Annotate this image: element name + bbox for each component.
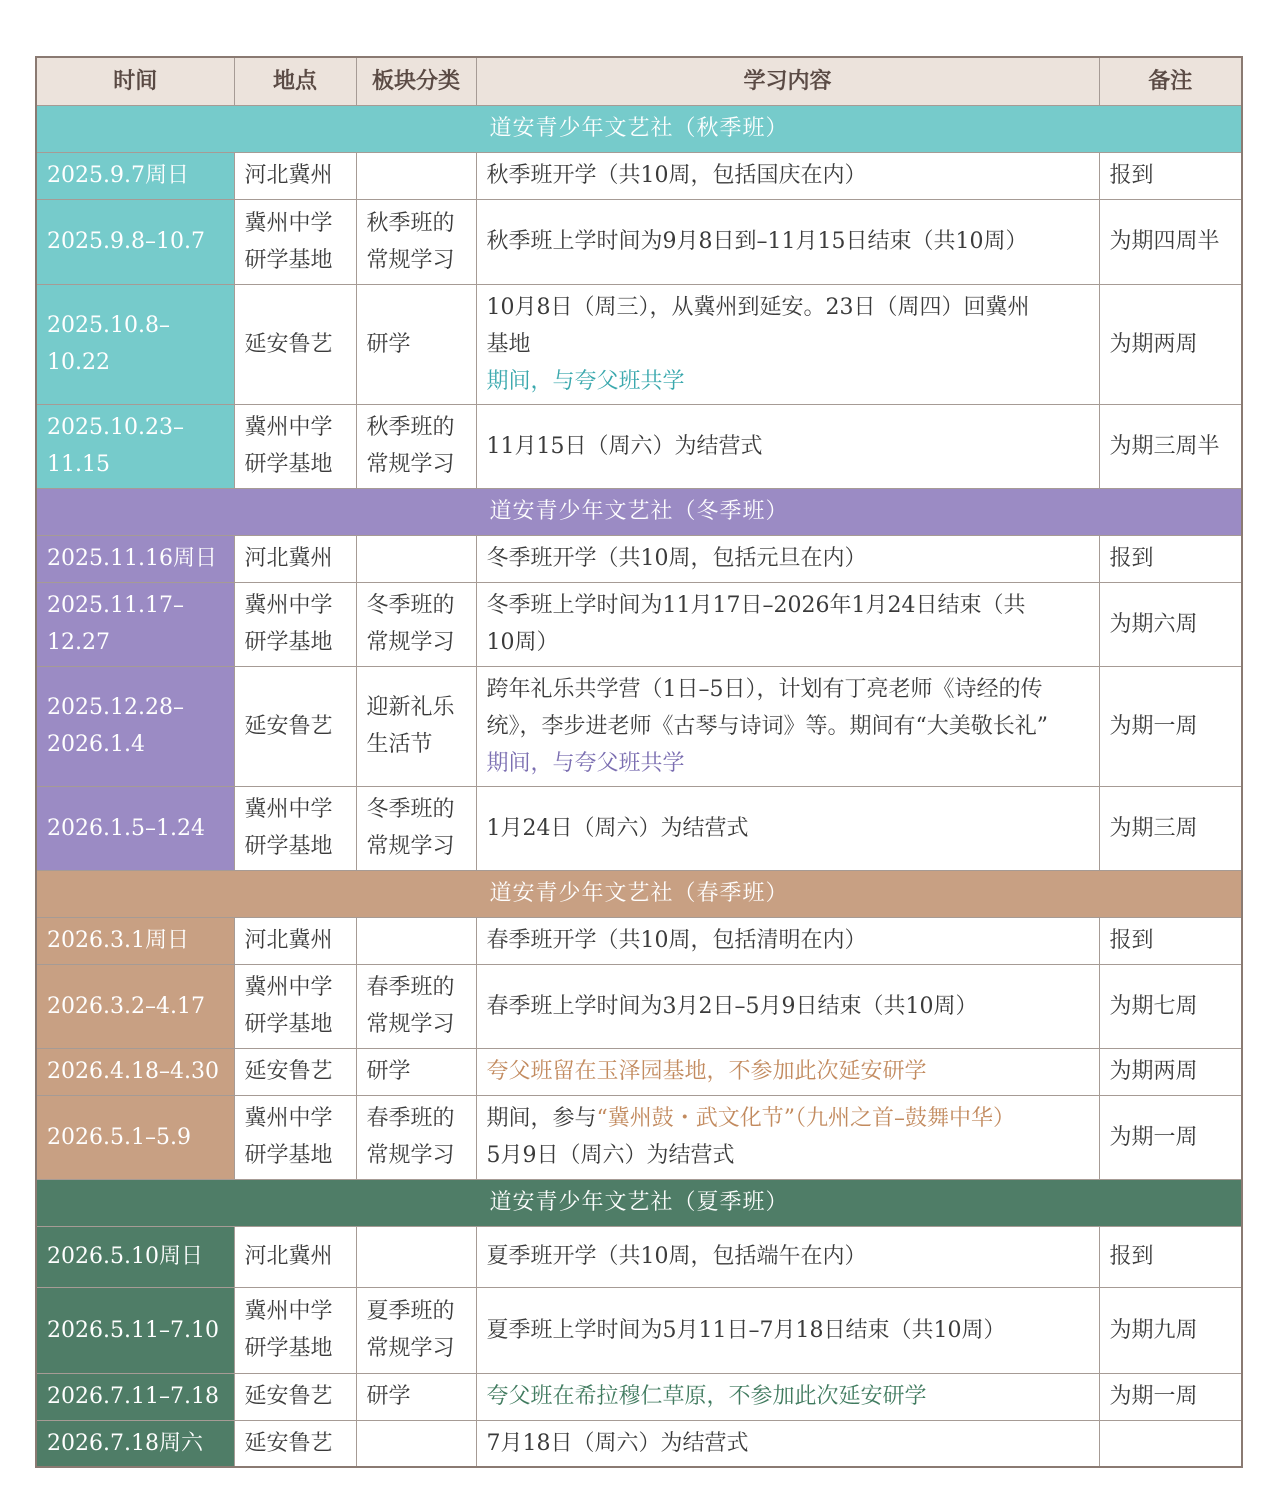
category-cell [356,199,476,284]
content-highlight: “冀州鼓・武文化节”（九州之首–鼓舞中华） [596,1106,1016,1131]
note-cell: 为期三周 [1099,786,1242,870]
category-cell [356,964,476,1048]
note-cell [1099,1420,1242,1467]
content-cell [476,535,1099,582]
place-line: 冀州中学 [244,210,333,236]
category-line: 春季班的 [366,1106,455,1131]
place-line: 研学基地 [244,1143,333,1168]
place-line: 冀州中学 [244,1299,333,1324]
place-line: 冀州中学 [244,975,333,1000]
date-cell: 2025.10.8–10.22 [36,284,234,404]
place-cell [234,284,356,404]
category-cell [356,1095,476,1179]
place-line: 河北冀州 [244,163,333,188]
content-line: 冬季班上学时间为11月17日–2026年1月24日结束（共 [486,593,1026,618]
place-line: 河北冀州 [244,1244,333,1269]
content-cell [476,666,1099,786]
note-cell: 为期三周半 [1099,404,1242,488]
content-cell [476,964,1099,1048]
table-row [36,199,1242,284]
date-cell: 2026.3.2–4.17 [36,964,234,1048]
content-cell [476,1095,1099,1179]
content-highlight: 期间，与夸父班共学 [486,750,685,776]
date-cell: 2026.5.10周日 [36,1226,234,1287]
content-line: 夏季班上学时间为5月11日–7月18日结束（共10周） [486,1317,1006,1343]
category-cell [356,535,476,582]
category-line: 常规学习 [366,452,455,477]
date-cell: 2026.4.18–4.30 [36,1048,234,1095]
category-line: 生活节 [366,732,433,757]
place-line: 延安鲁艺 [244,1430,333,1456]
place-cell [234,152,356,199]
section-row-autumn [36,105,1242,152]
place-line: 研学基地 [244,834,333,859]
date-cell: 2025.9.7周日 [36,152,234,199]
content-line: 期间，参与 [486,1106,597,1131]
place-cell [234,1095,356,1179]
content-cell [476,284,1099,404]
section-title-autumn: 道安青少年文艺社（秋季班） [36,105,1242,152]
section-row-spring [36,870,1242,917]
table-row [36,1373,1242,1420]
content-cell [476,1048,1099,1095]
category-line: 迎新礼乐 [366,695,455,720]
date-cell: 2026.7.18周六 [36,1420,234,1467]
date-cell: 2025.11.16周日 [36,535,234,582]
table-row [36,535,1242,582]
table-row [36,964,1242,1048]
place-line: 冀州中学 [244,1106,333,1131]
content-line: 春季班开学（共10周，包括清明在内） [486,928,867,953]
table-row [36,786,1242,870]
content-line: 10月8日（周三），从冀州到延安。23日（周四）回冀州 [486,294,1030,320]
section-row-summer [36,1179,1242,1226]
section-row-winter [36,488,1242,535]
category-cell [356,666,476,786]
table-row [36,404,1242,488]
table-row [36,1048,1242,1095]
date-text: 2025.12.28– 2026.1.4 [47,695,184,757]
category-line: 常规学习 [366,1012,455,1037]
category-line: 常规学习 [366,834,455,859]
place-line: 研学基地 [244,247,333,273]
place-cell [234,535,356,582]
place-line: 研学基地 [244,1012,333,1037]
content-cell [476,786,1099,870]
place-line: 研学基地 [244,452,333,477]
date-cell: 2025.10.23–11.15 [36,404,234,488]
table-row [36,666,1242,786]
place-line: 河北冀州 [244,546,333,571]
category-cell [356,917,476,964]
place-line: 延安鲁艺 [244,713,333,739]
content-cell [476,582,1099,666]
note-cell: 为期一周 [1099,1095,1242,1179]
category-cell [356,1226,476,1287]
table-row [36,152,1242,199]
content-cell [476,152,1099,199]
place-line: 延安鲁艺 [244,1059,333,1084]
content-line: 基地 [486,331,531,357]
content-highlight: 夸父班留在玉泽园基地，不参加此次延安研学 [486,1059,927,1084]
place-line: 冀州中学 [244,593,333,618]
header-place: 地点 [234,57,356,105]
content-cell [476,404,1099,488]
category-cell [356,152,476,199]
table-row [36,284,1242,404]
schedule-table [35,56,1243,1468]
category-line: 常规学习 [366,630,455,655]
category-line: 夏季班的 [366,1299,455,1324]
table-row [36,582,1242,666]
category-cell [356,404,476,488]
content-cell [476,1287,1099,1373]
place-cell [234,917,356,964]
place-line: 冀州中学 [244,415,333,440]
category-cell [356,786,476,870]
content-line: 秋季班上学时间为9月8日到–11月15日结束（共10周） [486,229,1028,254]
category-line: 研学 [366,1059,411,1084]
place-cell [234,964,356,1048]
place-cell [234,1420,356,1467]
place-cell [234,199,356,284]
content-highlight: 夸父班在希拉穆仁草原，不参加此次延安研学 [486,1384,927,1409]
note-cell: 报到 [1099,152,1242,199]
section-title-winter: 道安青少年文艺社（冬季班） [36,488,1242,535]
place-cell [234,786,356,870]
note-cell: 为期九周 [1099,1287,1242,1373]
header-note: 备注 [1099,57,1242,105]
note-cell: 为期四周半 [1099,199,1242,284]
date-cell: 2026.3.1周日 [36,917,234,964]
content-line: 1月24日（周六）为结营式 [486,815,749,841]
content-line: 统》，李步进老师《古琴与诗词》等。期间有“大美敬长礼” [486,713,1048,739]
place-cell [234,1048,356,1095]
date-cell: 2025.11.17–12.27 [36,582,234,666]
table-row [36,1287,1242,1373]
content-cell [476,1420,1099,1467]
category-line: 常规学习 [366,1336,455,1361]
category-line: 春季班的 [366,975,455,1000]
content-line: 10周） [486,630,559,655]
category-line: 研学 [366,1384,411,1409]
category-line: 冬季班的 [366,797,455,822]
section-title-spring: 道安青少年文艺社（春季班） [36,870,1242,917]
note-cell: 报到 [1099,1226,1242,1287]
note-cell: 为期两周 [1099,284,1242,404]
date-cell [36,666,234,786]
date-cell: 2026.1.5–1.24 [36,786,234,870]
category-cell [356,1287,476,1373]
content-line: 冬季班开学（共10周，包括元旦在内） [486,546,867,571]
place-line: 研学基地 [244,630,333,655]
note-cell: 为期两周 [1099,1048,1242,1095]
note-cell: 为期六周 [1099,582,1242,666]
note-cell: 为期一周 [1099,666,1242,786]
category-cell [356,1373,476,1420]
content-highlight: 期间，与夸父班共学 [486,368,685,394]
category-line: 常规学习 [366,247,455,273]
header-category: 板块分类 [356,57,476,105]
content-cell [476,1373,1099,1420]
content-line-mixed [487,1100,1089,1137]
content-cell [476,199,1099,284]
category-line: 冬季班的 [366,593,455,618]
header-row [36,57,1242,105]
table-row [36,1095,1242,1179]
date-cell: 2025.9.8–10.7 [36,199,234,284]
place-cell [234,1373,356,1420]
table-row [36,917,1242,964]
place-cell [234,1226,356,1287]
place-line: 延安鲁艺 [244,1384,333,1409]
category-line: 常规学习 [366,1143,455,1168]
place-cell [234,582,356,666]
table-row [36,1420,1242,1467]
category-line: 秋季班的 [366,415,455,440]
content-line: 秋季班开学（共10周，包括国庆在内） [486,163,867,188]
category-cell [356,582,476,666]
section-title-summer: 道安青少年文艺社（夏季班） [36,1179,1242,1226]
content-line: 跨年礼乐共学营（1日–5日），计划有丁亮老师《诗经的传 [486,676,1043,702]
content-line: 5月9日（周六）为结营式 [486,1143,735,1168]
category-cell [356,284,476,404]
category-line: 研学 [366,331,411,357]
date-cell: 2026.7.11–7.18 [36,1373,234,1420]
place-cell [234,404,356,488]
content-line: 春季班上学时间为3月2日–5月9日结束（共10周） [486,993,978,1019]
place-cell [234,1287,356,1373]
header-time: 时间 [36,57,234,105]
content-cell [476,917,1099,964]
content-line: 7月18日（周六）为结营式 [486,1430,749,1456]
note-cell: 报到 [1099,535,1242,582]
date-cell: 2026.5.11–7.10 [36,1287,234,1373]
place-line: 河北冀州 [244,928,333,953]
category-cell [356,1420,476,1467]
date-cell: 2026.5.1–5.9 [36,1095,234,1179]
place-line: 研学基地 [244,1336,333,1361]
category-cell [356,1048,476,1095]
note-cell: 报到 [1099,917,1242,964]
table-row [36,1226,1242,1287]
place-line: 延安鲁艺 [244,331,333,357]
note-cell: 为期七周 [1099,964,1242,1048]
place-line: 冀州中学 [244,797,333,822]
content-line: 夏季班开学（共10周，包括端午在内） [486,1244,867,1269]
category-line: 秋季班的 [366,210,455,236]
content-cell [476,1226,1099,1287]
note-cell: 为期一周 [1099,1373,1242,1420]
place-cell [234,666,356,786]
content-line: 11月15日（周六）为结营式 [486,433,763,459]
header-content: 学习内容 [476,57,1099,105]
